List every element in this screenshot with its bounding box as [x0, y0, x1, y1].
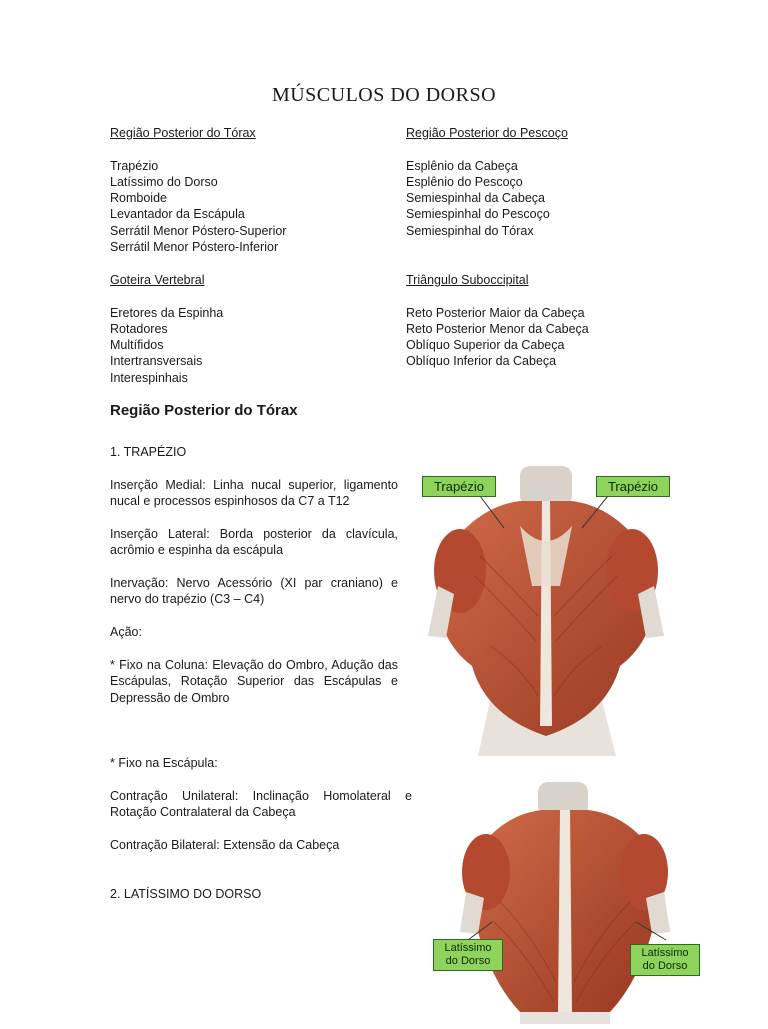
list-item: Latíssimo do Dorso — [110, 174, 218, 189]
page-title: MÚSCULOS DO DORSO — [271, 84, 497, 106]
list-item: Reto Posterior Maior da Cabeça — [406, 305, 585, 320]
list-item: Romboide — [110, 191, 167, 206]
group-heading: Goteira Vertebral — [110, 273, 205, 287]
trapezio-label-right: Trapézio — [596, 476, 670, 497]
list-item: Serrátil Menor Póstero-Superior — [110, 223, 287, 238]
group-heading: Região Posterior do Tórax — [110, 126, 256, 140]
list-item: Interespinhais — [110, 370, 188, 385]
group-goteira-vertebral — [110, 272, 223, 386]
list-item: Eretores da Espinha — [110, 305, 224, 320]
trapezio-heading: 1. TRAPÉZIO — [110, 445, 187, 459]
list-item: Trapézio — [110, 158, 159, 173]
trapezius-figure — [420, 466, 672, 756]
latissimus-figure — [430, 782, 700, 1024]
list-item: Levantador da Escápula — [110, 207, 245, 222]
trapezio-label-left: Trapézio — [422, 476, 496, 497]
list-item: Reto Posterior Menor da Cabeça — [406, 321, 589, 336]
list-item: Intertransversais — [110, 354, 203, 369]
fixo-escapula-label: * Fixo na Escápula: — [110, 756, 218, 770]
group-heading: Triângulo Suboccipital — [406, 273, 529, 287]
list-item: Serrátil Menor Póstero-Inferior — [110, 240, 279, 255]
latissimo-label-right — [630, 944, 700, 976]
back-muscles-illustration — [430, 782, 700, 1024]
label-line: do Dorso — [445, 955, 491, 967]
inervacao-text: Inervação: Nervo Acessório (XI par craniano) e nervo do trapézio (C3 – C4) — [110, 576, 398, 607]
list-item: Multífidos — [110, 338, 164, 353]
list-item: Oblíquo Superior da Cabeça — [406, 338, 565, 353]
list-item: Rotadores — [110, 321, 168, 336]
insercao-medial-text: Inserção Medial: Linha nucal superior, ligamento nucal e processos espinhosos da C7 a T12 — [110, 478, 398, 509]
acao-label: Ação: — [110, 625, 142, 639]
contracao-bilateral-text: Contração Bilateral: Extensão da Cabeça — [110, 838, 340, 852]
list-item: Semiespinhal do Tórax — [406, 223, 534, 238]
group-torax-posterior — [110, 125, 286, 255]
list-item: Semiespinhal da Cabeça — [406, 191, 545, 206]
group-pescoco-posterior — [406, 125, 568, 239]
contracao-unilateral-text: Contração Unilateral: Inclinação Homolateral e Rotação Contralateral da Cabeça — [110, 789, 412, 820]
fixo-coluna-text: * Fixo na Coluna: Elevação do Ombro, Adução das Escápulas, Rotação Superior das Escápulas e Depressão de Ombro — [110, 658, 398, 705]
label-line: Latíssimo — [444, 942, 492, 954]
list-item: Esplênio do Pescoço — [406, 174, 523, 189]
list-item: Esplênio da Cabeça — [406, 158, 518, 173]
label-line: do Dorso — [642, 960, 688, 972]
latissimo-heading: 2. LATÍSSIMO DO DORSO — [110, 887, 262, 901]
label-line: Latíssimo — [641, 947, 689, 959]
list-item: Semiespinhal do Pescoço — [406, 207, 550, 222]
group-heading: Região Posterior do Pescoço — [406, 126, 568, 140]
insercao-lateral-text: Inserção Lateral: Borda posterior da clavícula, acrômio e espinha da escápula — [110, 527, 398, 558]
back-muscles-illustration — [420, 466, 672, 756]
section-heading: Região Posterior do Tórax — [110, 402, 298, 419]
group-triangulo-suboccipital — [406, 272, 589, 370]
list-item: Oblíquo Inferior da Cabeça — [406, 354, 557, 369]
latissimo-label-left — [433, 939, 503, 971]
